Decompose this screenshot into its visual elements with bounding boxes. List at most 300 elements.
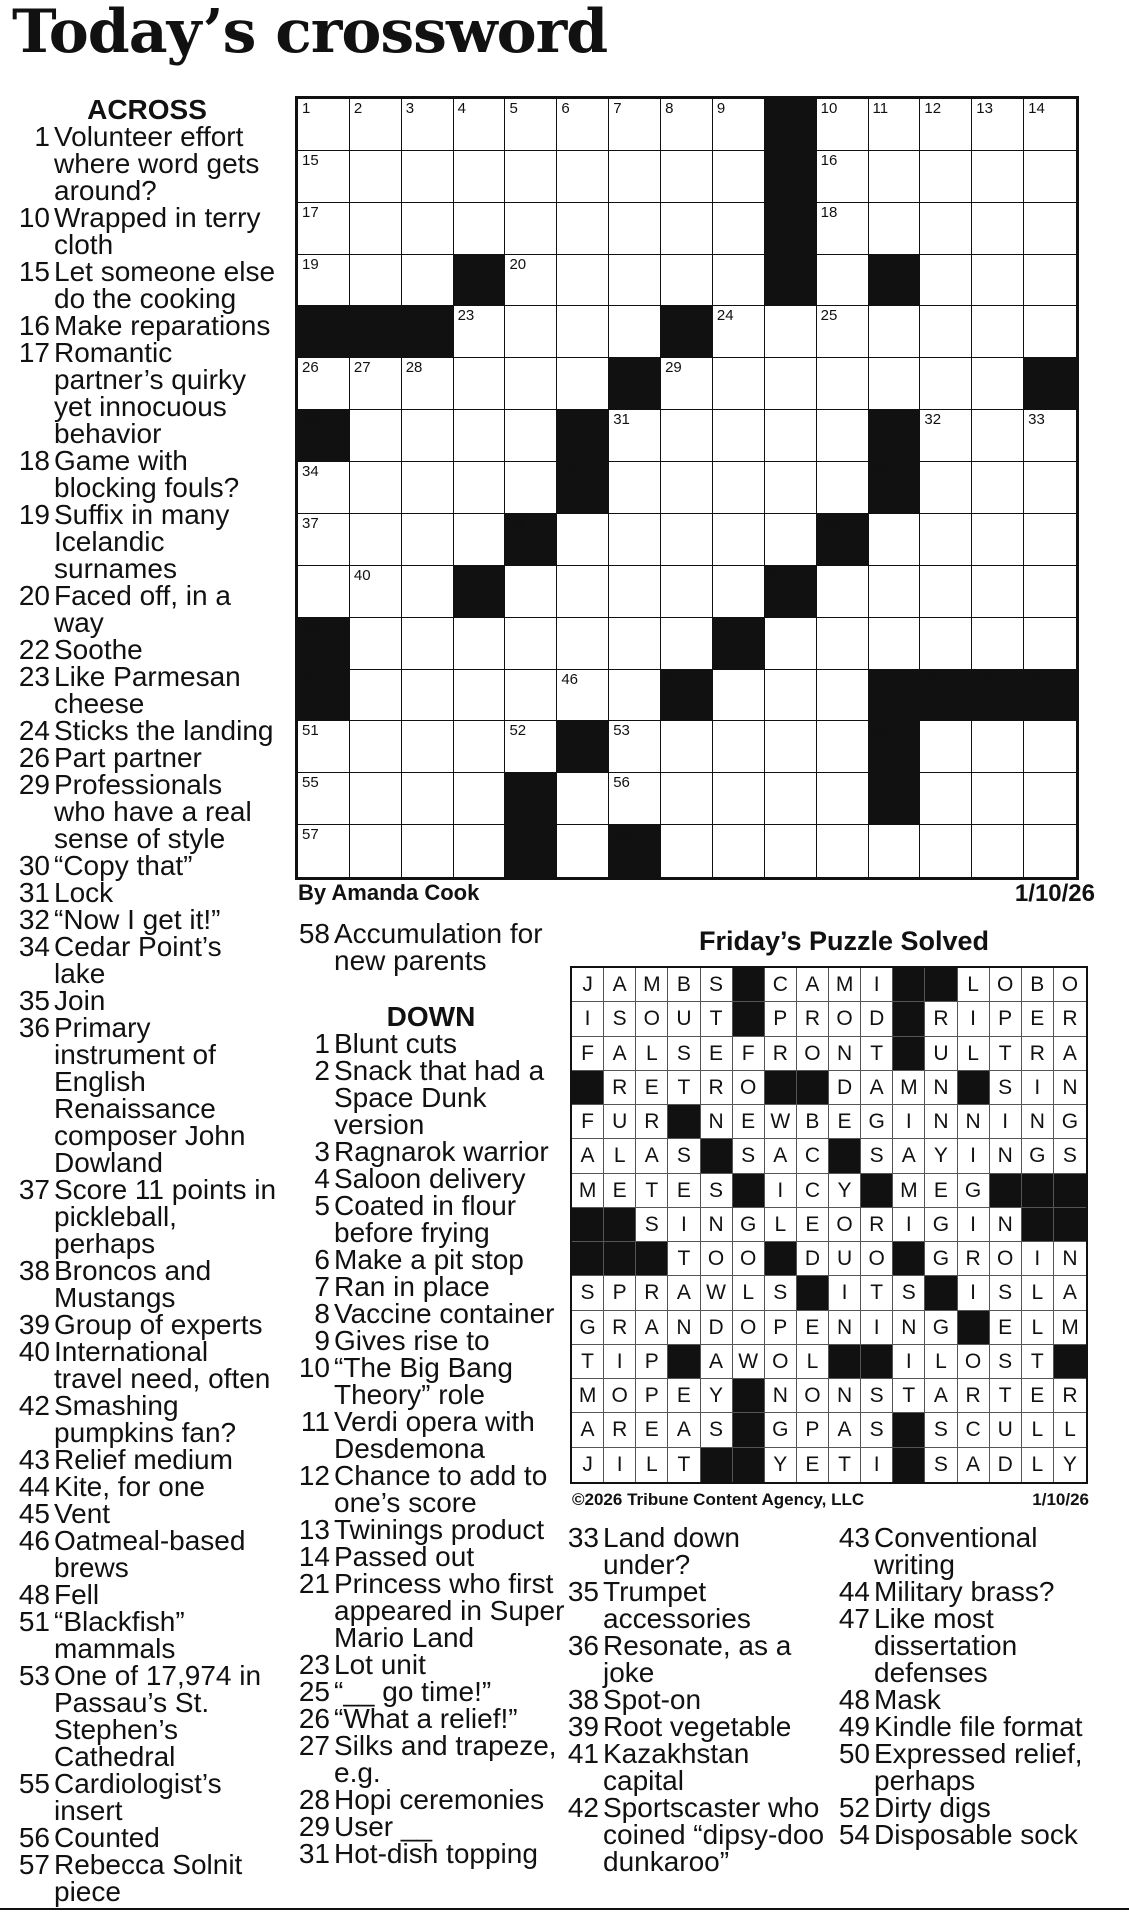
- grid-cell[interactable]: [505, 462, 557, 514]
- grid-cell[interactable]: [298, 825, 350, 877]
- grid-cell[interactable]: [402, 358, 454, 410]
- grid-cell[interactable]: [920, 255, 972, 307]
- grid-cell[interactable]: [609, 670, 661, 722]
- grid-cell[interactable]: [454, 99, 506, 151]
- grid-cell[interactable]: [972, 721, 1024, 773]
- clue-item: [565, 1578, 827, 1632]
- clue-item: [565, 1713, 827, 1740]
- grid-cell[interactable]: [557, 618, 609, 670]
- grid-cell[interactable]: [1024, 773, 1076, 825]
- grid-cell[interactable]: [557, 99, 609, 151]
- solution-block: [829, 1139, 861, 1173]
- grid-cell[interactable]: [505, 670, 557, 722]
- grid-cell[interactable]: [505, 618, 557, 670]
- grid-cell[interactable]: [920, 566, 972, 618]
- clue-item: [836, 1740, 1116, 1794]
- grid-cell[interactable]: [869, 566, 921, 618]
- grid-cell[interactable]: [765, 618, 817, 670]
- solution-cell: G: [861, 1105, 893, 1139]
- solution-cell: E: [701, 1037, 733, 1071]
- grid-cell[interactable]: [972, 306, 1024, 358]
- grid-cell[interactable]: [817, 462, 869, 514]
- grid-cell[interactable]: [557, 825, 609, 877]
- solution-cell: O: [990, 1242, 1022, 1276]
- solution-cell: D: [990, 1448, 1022, 1482]
- grid-cell[interactable]: [869, 825, 921, 877]
- clue-number: 29: [18, 769, 50, 800]
- solution-block: [893, 1242, 925, 1276]
- solution-cell: M: [572, 1174, 604, 1208]
- grid-cell[interactable]: [920, 462, 972, 514]
- clue-number: 32: [18, 904, 50, 935]
- grid-cell[interactable]: [402, 670, 454, 722]
- cell-number: 47: [665, 670, 682, 688]
- grid-cell[interactable]: [661, 151, 713, 203]
- grid-cell[interactable]: [765, 462, 817, 514]
- grid-cell[interactable]: [298, 773, 350, 825]
- solution-cell: B: [1022, 968, 1054, 1002]
- grid-cell[interactable]: [920, 99, 972, 151]
- grid-cell[interactable]: [350, 773, 402, 825]
- solution-cell: B: [797, 1105, 829, 1139]
- cell-number: 31: [613, 411, 630, 429]
- solution-block: [1022, 1208, 1054, 1242]
- grid-cell[interactable]: [402, 255, 454, 307]
- grid-cell[interactable]: [972, 773, 1024, 825]
- clue-item: [296, 1138, 566, 1165]
- grid-cell[interactable]: [402, 825, 454, 877]
- grid-cell[interactable]: [661, 773, 713, 825]
- solution-cell: M: [829, 968, 861, 1002]
- grid-cell[interactable]: [557, 773, 609, 825]
- grid-cell[interactable]: [869, 306, 921, 358]
- grid-cell[interactable]: [402, 410, 454, 462]
- clue-text: Coated in flour before frying: [334, 1190, 517, 1248]
- grid-cell[interactable]: [350, 618, 402, 670]
- grid-cell[interactable]: [454, 773, 506, 825]
- solution-cell: R: [1054, 1379, 1086, 1413]
- grid-block: [869, 410, 921, 462]
- solution-cell: E: [668, 1174, 700, 1208]
- solution-cell: M: [572, 1379, 604, 1413]
- solution-cell: W: [701, 1276, 733, 1310]
- solution-cell: A: [604, 1037, 636, 1071]
- grid-cell[interactable]: [298, 99, 350, 151]
- grid-cell[interactable]: [817, 255, 869, 307]
- clue-number: 49: [838, 1711, 870, 1742]
- grid-cell[interactable]: [765, 306, 817, 358]
- clue-text: “Blackfish” mammals: [54, 1606, 185, 1664]
- clue-text: One of 17,974 in Passau’s St. Stephen’s Cathedral: [54, 1660, 262, 1772]
- grid-cell[interactable]: [609, 151, 661, 203]
- solution-cell: A: [925, 1379, 957, 1413]
- grid-cell[interactable]: [972, 618, 1024, 670]
- grid-cell[interactable]: [1024, 306, 1076, 358]
- grid-cell[interactable]: [661, 99, 713, 151]
- solution-cell: C: [797, 1139, 829, 1173]
- solution-cell: G: [958, 1174, 990, 1208]
- grid-cell[interactable]: [661, 514, 713, 566]
- grid-cell[interactable]: [765, 410, 817, 462]
- grid-cell[interactable]: [713, 773, 765, 825]
- grid-cell[interactable]: [505, 410, 557, 462]
- grid-cell[interactable]: [350, 410, 402, 462]
- cell-number: 2: [353, 100, 363, 117]
- cell-number: 11: [872, 100, 889, 117]
- grid-cell[interactable]: [350, 151, 402, 203]
- grid-cell[interactable]: [350, 358, 402, 410]
- solution-cell: F: [733, 1037, 765, 1071]
- grid-cell[interactable]: [713, 203, 765, 255]
- grid-cell[interactable]: [869, 151, 921, 203]
- grid-cell[interactable]: [920, 514, 972, 566]
- grid-cell[interactable]: [609, 255, 661, 307]
- grid-cell[interactable]: [817, 721, 869, 773]
- grid-cell[interactable]: [765, 825, 817, 877]
- clue-item: [16, 1824, 278, 1851]
- grid-cell[interactable]: [817, 358, 869, 410]
- grid-cell[interactable]: [402, 99, 454, 151]
- clue-text: Score 11 points in pickleball, perhaps: [54, 1174, 277, 1259]
- grid-cell[interactable]: [402, 773, 454, 825]
- grid-cell[interactable]: [765, 514, 817, 566]
- solution-cell: P: [636, 1379, 668, 1413]
- grid-cell[interactable]: [1024, 410, 1076, 462]
- clue-number: 42: [567, 1792, 599, 1823]
- grid-cell[interactable]: [609, 514, 661, 566]
- cell-number: 57: [302, 826, 319, 844]
- grid-cell[interactable]: [350, 670, 402, 722]
- grid-cell[interactable]: [817, 203, 869, 255]
- grid-cell[interactable]: [869, 618, 921, 670]
- solution-block: [797, 1071, 829, 1105]
- grid-cell[interactable]: [609, 203, 661, 255]
- grid-cell[interactable]: [920, 721, 972, 773]
- clue-text: Oatmeal-based brews: [54, 1525, 246, 1583]
- grid-cell[interactable]: [972, 462, 1024, 514]
- solution-block: [572, 1208, 604, 1242]
- clue-number: 47: [838, 1603, 870, 1634]
- grid-cell[interactable]: [454, 151, 506, 203]
- grid-cell[interactable]: [972, 358, 1024, 410]
- clue-item: [296, 1786, 566, 1813]
- byline: By Amanda Cook: [298, 880, 480, 905]
- grid-block: [869, 255, 921, 307]
- solution-cell: I: [990, 1105, 1022, 1139]
- grid-cell[interactable]: [454, 721, 506, 773]
- grid-cell[interactable]: [505, 255, 557, 307]
- grid-block: [557, 410, 609, 462]
- grid-cell[interactable]: [298, 721, 350, 773]
- clue-text: Like Parmesan cheese: [54, 661, 241, 719]
- grid-cell[interactable]: [972, 151, 1024, 203]
- solution-cell: S: [733, 1139, 765, 1173]
- solution-cell: I: [958, 1276, 990, 1310]
- grid-cell[interactable]: [402, 462, 454, 514]
- clue-text: Sticks the landing: [54, 715, 274, 746]
- grid-cell[interactable]: [505, 151, 557, 203]
- grid-cell[interactable]: [661, 566, 713, 618]
- grid-cell[interactable]: [661, 255, 713, 307]
- grid-cell[interactable]: [454, 514, 506, 566]
- grid-block: [505, 825, 557, 877]
- grid-cell[interactable]: [765, 670, 817, 722]
- clue-text: Romantic partner’s quirky yet innocuous behavior: [54, 337, 246, 449]
- grid-cell[interactable]: [1024, 151, 1076, 203]
- grid-cell[interactable]: [557, 306, 609, 358]
- grid-cell[interactable]: [298, 514, 350, 566]
- grid-cell[interactable]: [505, 566, 557, 618]
- grid-cell[interactable]: [1024, 566, 1076, 618]
- grid-cell[interactable]: [454, 618, 506, 670]
- grid-cell[interactable]: [713, 721, 765, 773]
- grid-cell[interactable]: [972, 203, 1024, 255]
- clue-number: 12: [298, 1460, 330, 1491]
- grid-cell[interactable]: [661, 358, 713, 410]
- solution-cell: Y: [829, 1174, 861, 1208]
- clue-number: 1: [314, 1028, 330, 1059]
- grid-cell[interactable]: [765, 773, 817, 825]
- grid-cell[interactable]: [661, 721, 713, 773]
- clue-number: 39: [18, 1309, 50, 1340]
- grid-cell[interactable]: [609, 721, 661, 773]
- solution-cell: E: [636, 1413, 668, 1447]
- clue-text: Broncos and Mustangs: [54, 1255, 212, 1313]
- grid-cell[interactable]: [713, 358, 765, 410]
- clue-text: Dirty digs: [874, 1792, 991, 1823]
- solution-cell: S: [765, 1276, 797, 1310]
- solution-cell: R: [604, 1311, 636, 1345]
- grid-cell[interactable]: [920, 306, 972, 358]
- grid-cell[interactable]: [298, 151, 350, 203]
- grid-cell[interactable]: [661, 203, 713, 255]
- grid-cell[interactable]: [1024, 255, 1076, 307]
- grid-cell[interactable]: [402, 203, 454, 255]
- grid-cell[interactable]: [817, 825, 869, 877]
- grid-cell[interactable]: [972, 99, 1024, 151]
- grid-cell[interactable]: [454, 306, 506, 358]
- grid-cell[interactable]: [1024, 99, 1076, 151]
- grid-cell[interactable]: [505, 358, 557, 410]
- solution-cell: O: [636, 1002, 668, 1036]
- grid-cell[interactable]: [557, 151, 609, 203]
- grid-cell[interactable]: [713, 825, 765, 877]
- grid-cell[interactable]: [557, 203, 609, 255]
- clue-number: 22: [18, 634, 50, 665]
- grid-cell[interactable]: [920, 358, 972, 410]
- grid-cell[interactable]: [817, 99, 869, 151]
- grid-cell[interactable]: [402, 514, 454, 566]
- clue-number: 14: [298, 1541, 330, 1572]
- clue-item: [16, 258, 278, 312]
- grid-cell[interactable]: [505, 99, 557, 151]
- grid-cell[interactable]: [713, 462, 765, 514]
- grid-cell[interactable]: [972, 566, 1024, 618]
- clue-text: Make a pit stop: [334, 1244, 524, 1275]
- grid-cell[interactable]: [817, 618, 869, 670]
- solution-cell: O: [829, 1208, 861, 1242]
- grid-cell[interactable]: [817, 670, 869, 722]
- grid-block: [765, 203, 817, 255]
- grid-cell[interactable]: [557, 514, 609, 566]
- grid-cell[interactable]: [557, 670, 609, 722]
- grid-cell[interactable]: [609, 99, 661, 151]
- crossword-grid[interactable]: [295, 96, 1079, 880]
- grid-cell[interactable]: [713, 306, 765, 358]
- grid-cell[interactable]: [609, 773, 661, 825]
- grid-cell[interactable]: [972, 514, 1024, 566]
- grid-cell[interactable]: [454, 410, 506, 462]
- grid-cell[interactable]: [713, 99, 765, 151]
- grid-cell[interactable]: [972, 825, 1024, 877]
- grid-cell[interactable]: [661, 618, 713, 670]
- grid-block: [505, 514, 557, 566]
- solution-cell: O: [765, 1345, 797, 1379]
- grid-cell[interactable]: [661, 825, 713, 877]
- grid-cell[interactable]: [402, 618, 454, 670]
- grid-cell[interactable]: [920, 773, 972, 825]
- cell-number: 6: [561, 100, 570, 117]
- grid-cell[interactable]: [454, 670, 506, 722]
- clue-item: [296, 1030, 566, 1057]
- clue-text: Expressed relief, perhaps: [874, 1738, 1083, 1796]
- grid-block: [298, 306, 350, 358]
- solution-block: [701, 1139, 733, 1173]
- grid-cell[interactable]: [713, 410, 765, 462]
- grid-cell[interactable]: [350, 99, 402, 151]
- grid-cell[interactable]: [1024, 514, 1076, 566]
- clue-text: User __: [334, 1811, 433, 1842]
- solution-cell: N: [893, 1311, 925, 1345]
- cell-number: 46: [561, 670, 579, 688]
- grid-cell[interactable]: [557, 566, 609, 618]
- clue-number: 20: [18, 580, 50, 611]
- grid-cell[interactable]: [920, 151, 972, 203]
- grid-cell[interactable]: [350, 462, 402, 514]
- grid-cell[interactable]: [298, 358, 350, 410]
- solution-cell: A: [1054, 1276, 1086, 1310]
- grid-cell[interactable]: [869, 203, 921, 255]
- grid-cell[interactable]: [661, 462, 713, 514]
- grid-cell[interactable]: [505, 306, 557, 358]
- solution-cell: N: [1054, 1242, 1086, 1276]
- grid-cell[interactable]: [609, 566, 661, 618]
- grid-cell[interactable]: [350, 255, 402, 307]
- grid-cell[interactable]: [557, 255, 609, 307]
- grid-cell[interactable]: [817, 306, 869, 358]
- grid-cell[interactable]: [298, 462, 350, 514]
- grid-cell[interactable]: [1024, 618, 1076, 670]
- clue-number: 43: [18, 1444, 50, 1475]
- grid-cell[interactable]: [350, 721, 402, 773]
- grid-cell[interactable]: [350, 825, 402, 877]
- grid-cell[interactable]: [869, 358, 921, 410]
- cell-number: 56: [613, 774, 630, 792]
- grid-cell[interactable]: [1024, 203, 1076, 255]
- grid-cell[interactable]: [454, 462, 506, 514]
- cell-number: 44: [716, 618, 734, 636]
- grid-cell[interactable]: [298, 203, 350, 255]
- grid-cell[interactable]: [713, 151, 765, 203]
- grid-cell[interactable]: [817, 410, 869, 462]
- grid-cell[interactable]: [454, 203, 506, 255]
- grid-cell[interactable]: [920, 825, 972, 877]
- solution-block: [733, 1448, 765, 1482]
- solution-cell: O: [733, 1071, 765, 1105]
- grid-cell[interactable]: [298, 566, 350, 618]
- cell-number: 51: [302, 722, 319, 740]
- grid-cell[interactable]: [1024, 721, 1076, 773]
- grid-cell[interactable]: [713, 255, 765, 307]
- grid-cell[interactable]: [298, 255, 350, 307]
- grid-block: [765, 566, 817, 618]
- grid-cell[interactable]: [713, 670, 765, 722]
- grid-cell[interactable]: [972, 410, 1024, 462]
- grid-cell[interactable]: [765, 358, 817, 410]
- clue-text: Twinings product: [334, 1514, 545, 1545]
- grid-cell[interactable]: [713, 566, 765, 618]
- grid-cell[interactable]: [454, 358, 506, 410]
- grid-cell[interactable]: [609, 410, 661, 462]
- grid-cell[interactable]: [817, 566, 869, 618]
- grid-cell[interactable]: [1024, 825, 1076, 877]
- grid-cell[interactable]: [817, 773, 869, 825]
- grid-cell[interactable]: [402, 151, 454, 203]
- solution-cell: A: [636, 1311, 668, 1345]
- grid-cell[interactable]: [402, 566, 454, 618]
- solution-cell: S: [701, 968, 733, 1002]
- grid-cell[interactable]: [765, 721, 817, 773]
- grid-cell[interactable]: [869, 99, 921, 151]
- grid-cell[interactable]: [350, 514, 402, 566]
- solution-cell: P: [990, 1002, 1022, 1036]
- clue-text: Cardiologist’s insert: [54, 1768, 222, 1826]
- grid-cell[interactable]: [609, 618, 661, 670]
- grid-cell[interactable]: [609, 462, 661, 514]
- grid-cell[interactable]: [920, 203, 972, 255]
- grid-cell[interactable]: [454, 825, 506, 877]
- grid-cell[interactable]: [505, 721, 557, 773]
- grid-cell[interactable]: [661, 410, 713, 462]
- clue-number: 10: [18, 202, 50, 233]
- grid-cell[interactable]: [972, 255, 1024, 307]
- grid-cell[interactable]: [505, 203, 557, 255]
- solution-block: [604, 1208, 636, 1242]
- solution-cell: E: [829, 1105, 861, 1139]
- cell-number: 38: [509, 514, 527, 532]
- grid-cell[interactable]: [920, 410, 972, 462]
- grid-cell[interactable]: [869, 514, 921, 566]
- grid-cell[interactable]: [920, 618, 972, 670]
- clue-text: Lot unit: [334, 1649, 426, 1680]
- grid-cell[interactable]: [817, 151, 869, 203]
- solution-cell: S: [668, 1037, 700, 1071]
- grid-cell[interactable]: [350, 203, 402, 255]
- grid-cell[interactable]: [1024, 462, 1076, 514]
- grid-cell[interactable]: [350, 566, 402, 618]
- solution-cell: S: [990, 1071, 1022, 1105]
- solution-cell: Y: [925, 1139, 957, 1173]
- clue-item: [16, 1527, 278, 1581]
- grid-cell[interactable]: [609, 306, 661, 358]
- clue-number: 55: [18, 1768, 50, 1799]
- solution-cell: W: [765, 1105, 797, 1139]
- clue-item: [296, 920, 566, 974]
- grid-cell[interactable]: [557, 358, 609, 410]
- grid-cell[interactable]: [713, 514, 765, 566]
- clue-item: [16, 771, 278, 852]
- grid-cell[interactable]: [402, 721, 454, 773]
